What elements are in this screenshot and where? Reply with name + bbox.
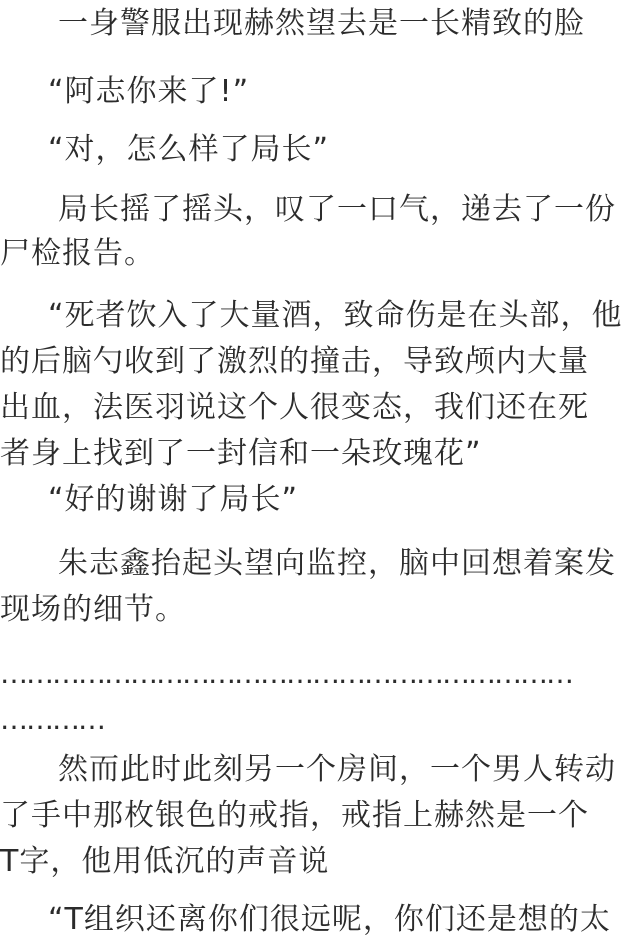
text-line: T字，他用低沉的声音说 <box>0 844 330 879</box>
text-line: 然而此时此刻另一个房间，一个男人转动 <box>58 752 616 787</box>
text-line: 者身上找到了一封信和一朵玫瑰花” <box>0 436 482 471</box>
text-line: 了手中那枚银色的戒指，戒指上赫然是一个 <box>0 798 589 833</box>
text-line: “好的谢谢了局长” <box>48 482 299 517</box>
text-line: “T组织还离你们很远呢，你们还是想的太 <box>48 902 611 937</box>
text-line: 朱志鑫抬起头望向监控，脑中回想着案发 <box>58 546 616 581</box>
text-line: 的后脑勺收到了激烈的撞击，导致颅内大量 <box>0 344 589 379</box>
text-line: 尸检报告。 <box>0 236 155 271</box>
ellipsis-separator: ………………………………………………………… <box>0 657 572 690</box>
text-line: 出血，法医羽说这个人很变态，我们还在死 <box>0 390 589 425</box>
text-line: 一身警服出现赫然望去是一长精致的脸 <box>58 6 585 41</box>
text-line: “阿志你来了!” <box>48 74 250 109</box>
ellipsis-separator: ………… <box>0 703 104 736</box>
text-line: “对，怎么样了局长” <box>48 132 330 167</box>
text-line: 局长摇了摇头，叹了一口气，递去了一份 <box>58 192 616 227</box>
text-line: 现场的细节。 <box>0 592 186 627</box>
text-line: “死者饮入了大量酒，致命伤是在头部，他 <box>48 298 623 333</box>
